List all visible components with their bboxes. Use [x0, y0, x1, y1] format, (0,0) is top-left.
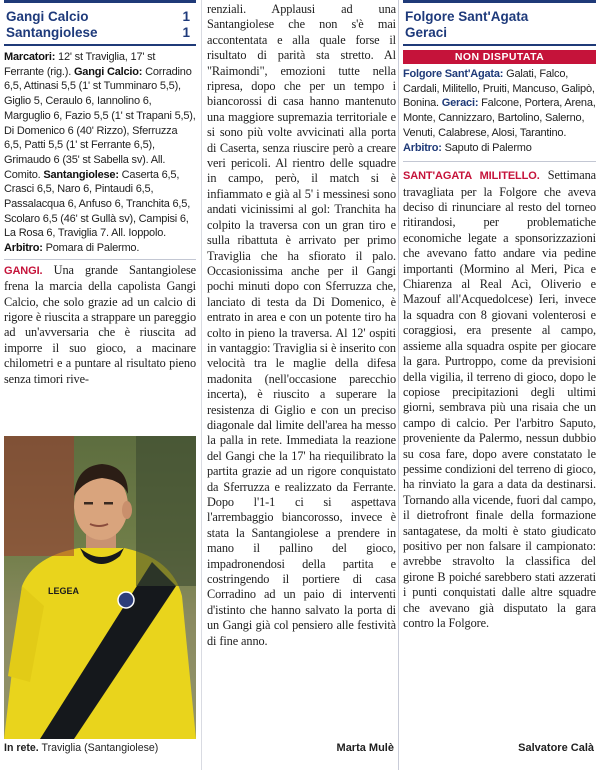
column-match1	[4, 0, 196, 770]
home-score: 1	[182, 9, 190, 24]
away-score: 1	[182, 25, 190, 40]
shirt-sponsor: LEGEA	[48, 586, 80, 596]
match2-home-team: Folgore Sant'Agata	[405, 9, 529, 24]
scorebox-match1	[4, 0, 196, 46]
match2-away-label: Geraci:	[441, 97, 479, 110]
player-eye-left	[84, 502, 93, 505]
match2-home-text: Galati, Falco, Cardali, Militello, Pruiti, Mancuso, Galipò, Bonina.	[403, 68, 595, 110]
home-lineup-label: Gangi Calcio:	[73, 65, 143, 78]
match2-away-team: Geraci	[405, 25, 448, 40]
scorers-label: Marcatori:	[4, 51, 56, 63]
player-photo	[4, 436, 196, 739]
match2-home-label: Folgore Sant'Agata:	[403, 68, 504, 80]
caption-bold: In rete.	[4, 742, 39, 754]
match2-away-row	[405, 25, 594, 41]
photo-background-dark	[136, 436, 196, 586]
photo-caption	[4, 742, 196, 755]
club-crest-icon	[118, 592, 134, 608]
score-row-away	[6, 25, 194, 41]
match2-home-row	[405, 9, 594, 25]
photo-background-red	[4, 436, 74, 556]
match2-referee-label: Arbitro:	[403, 141, 442, 154]
column-match2	[398, 0, 596, 770]
referee-text: Pomara di Palermo.	[45, 242, 140, 255]
match2-body: Settimana travagliata per la Folgore che aveva deciso di rinunciare al resto del torneo ritirandosi, per problematiche economiche legate a sponsorizzazioni che avevano fatto andare via pedine importanti (Mormino al Meri, Pica e Chiarenza al Real Acì, Oliverio e Mazouf all'Acquedolcese) Ieri, invece la squadra con 8 giovani volenterosi e coraggiosi, era presente al campo, assieme alla squadra ospite per giocare la gara. Purtroppo, come da previsioni della vigilia, il terreno di gioco, dopo le copiose precipitazioni degli ultimi giorni, sembrava più una risaia che un campo di calcio. Per l'arbitro Saputo, proveniente da Palermo, nessun dubbio su cosa fare, dopo avere constatato le pessime condizioni del terreno di gioco, ha rinviato la gara a data da destinarsi. Tornando alla vicende, fuori dal campo, il dietrofront finale della formazione santagatese, da molti è stato giudicato positivo per non falsare il campionato: avrebbe stravolto la classifica del girone B poiché sarebbero stati azzerati i punti conquistati dalle altre squadre che avevano già disputato la gara contro la Folgore.	[403, 168, 596, 630]
player-ear	[122, 501, 132, 519]
match2-article	[403, 161, 596, 631]
match2-lineups	[403, 67, 596, 155]
match1-summary	[4, 259, 196, 387]
author-match2: Salvatore Calà	[518, 742, 594, 754]
away-lineup-label: Santangiolese:	[43, 168, 119, 181]
match2-away-text: Falcone, Portera, Arena, Monte, Cannizzaro, Bartolino, Salerno, Venuti, Calabrese, Alosi, Tarantino.	[403, 97, 596, 139]
column-match1-continued	[201, 0, 396, 770]
away-team-name: Santangiolese	[6, 25, 98, 40]
away-lineup-text: Caserta 6,5, Crasci 6,5, Naro 6, Pintaudi 6,5, Passalacqua 6, Anfuso 6, Tranchita 6,5, Scolaro 6,5 (46' st Gullà sv), Campisi 6, La Rosa 6, Traviglia 7. All. Ioppolo.	[4, 168, 191, 240]
match2-referee-text: Saputo di Palermo	[444, 141, 532, 154]
home-lineup-text: Corradino 6,5, Attinasi 5,5 (1' st Tumminaro 5,5), Giglio 5, Ceraulo 6, Iannolino 6, Marguglio 6, Fazio 5,5 (1' st Trapani 5,5), Di Domenico 6 (40' Rizzo), Sferruzza 6,5, Patti 5,5 (1' st Ferrante 6,5), Grimaudo 6 (35' st Sabella sv). All. Comito.	[4, 65, 196, 181]
match1-summary-text: Una grande Santangiolese frena la marcia della capolista Gangi Calcio, che solo grazie ad un calcio di rigore è riuscita a strappare un pareggio ad un'avversaria che è riuscita ad imporre il suo gioco, a macinare chilometri e a puntare al risultato pieno senza timori rive-	[4, 262, 196, 386]
match2-kicker: SANT'AGATA MILITELLO.	[403, 170, 540, 183]
caption-text: Traviglia (Santangiolese)	[41, 742, 159, 754]
scorers-text: 12' st Traviglia, 17' st Ferrante (rig.).	[4, 51, 156, 78]
scorebox-match2	[403, 0, 596, 46]
score-row-home	[6, 9, 194, 25]
home-team-name: Gangi Calcio	[6, 9, 89, 24]
match1-body-continued: renziali. Applausi ad una Santangiolese che non s'è mai accontentata e alla quale forse il risultato di parità sta stretto. Al "Raimondi", emozioni tutte nella ripresa, dopo che per un tempo i biancorossi di casa hanno mantenuto una maggiore supremazia territoriale e si sono più volte avvicinati alla porta di Caserta, senza riuscire però a creare veri pericoli. Al rientro delle squadre in campo, però, il match si è infiammato e già al 5' i messinesi sono andati vicinissimi al gol: Tranchita ha colpito la traversa con un gran tiro e sulla ribattuta è arrivato per primo Traviglia che ha sfiorato il palo. Occasionissima anche per il Gangi pochi minuti dopo con Sferruzza che, lanciato di testa da Di Domenico, è entrato in area e con un potente tiro ha colto in pieno la traversa. Al 12' ospiti in vantaggio: Traviglia si è inserito con velocità tra le maglie della difesa madonita (nell'occasione parecchio incerta), è riuscito a superare la resistenza di Giglio e con un preciso diagonale dal limite dell'area ha messo la palla in rete. Immediata la reazione del Gangi che la 17' ha riequilibrato la partita grazie ad un rigore conquistato da Sferruzza e realizzato da Ferrante. Dopo l'1-1 ci si aspettava l'arrembaggio biancorosso, invece è stata la Santangiolese a prendere in mano il pallino del gioco, impadronendosi della partita e costringendo il portiere di casa Corradino ad un paio di interventi d'istinto che hanno salvato la porta di un Gangi già col pensiero alle festività di fine anno.	[207, 2, 396, 648]
tabellino-match1	[4, 46, 196, 256]
referee-label: Arbitro:	[4, 242, 43, 255]
author-match1: Marta Mulè	[336, 742, 394, 754]
scorers-line	[4, 50, 196, 256]
player-eye-right	[104, 502, 113, 505]
tabellino-match2	[403, 64, 596, 155]
status-badge: NON DISPUTATA	[403, 50, 596, 64]
match1-kicker: GANGI.	[4, 264, 43, 277]
